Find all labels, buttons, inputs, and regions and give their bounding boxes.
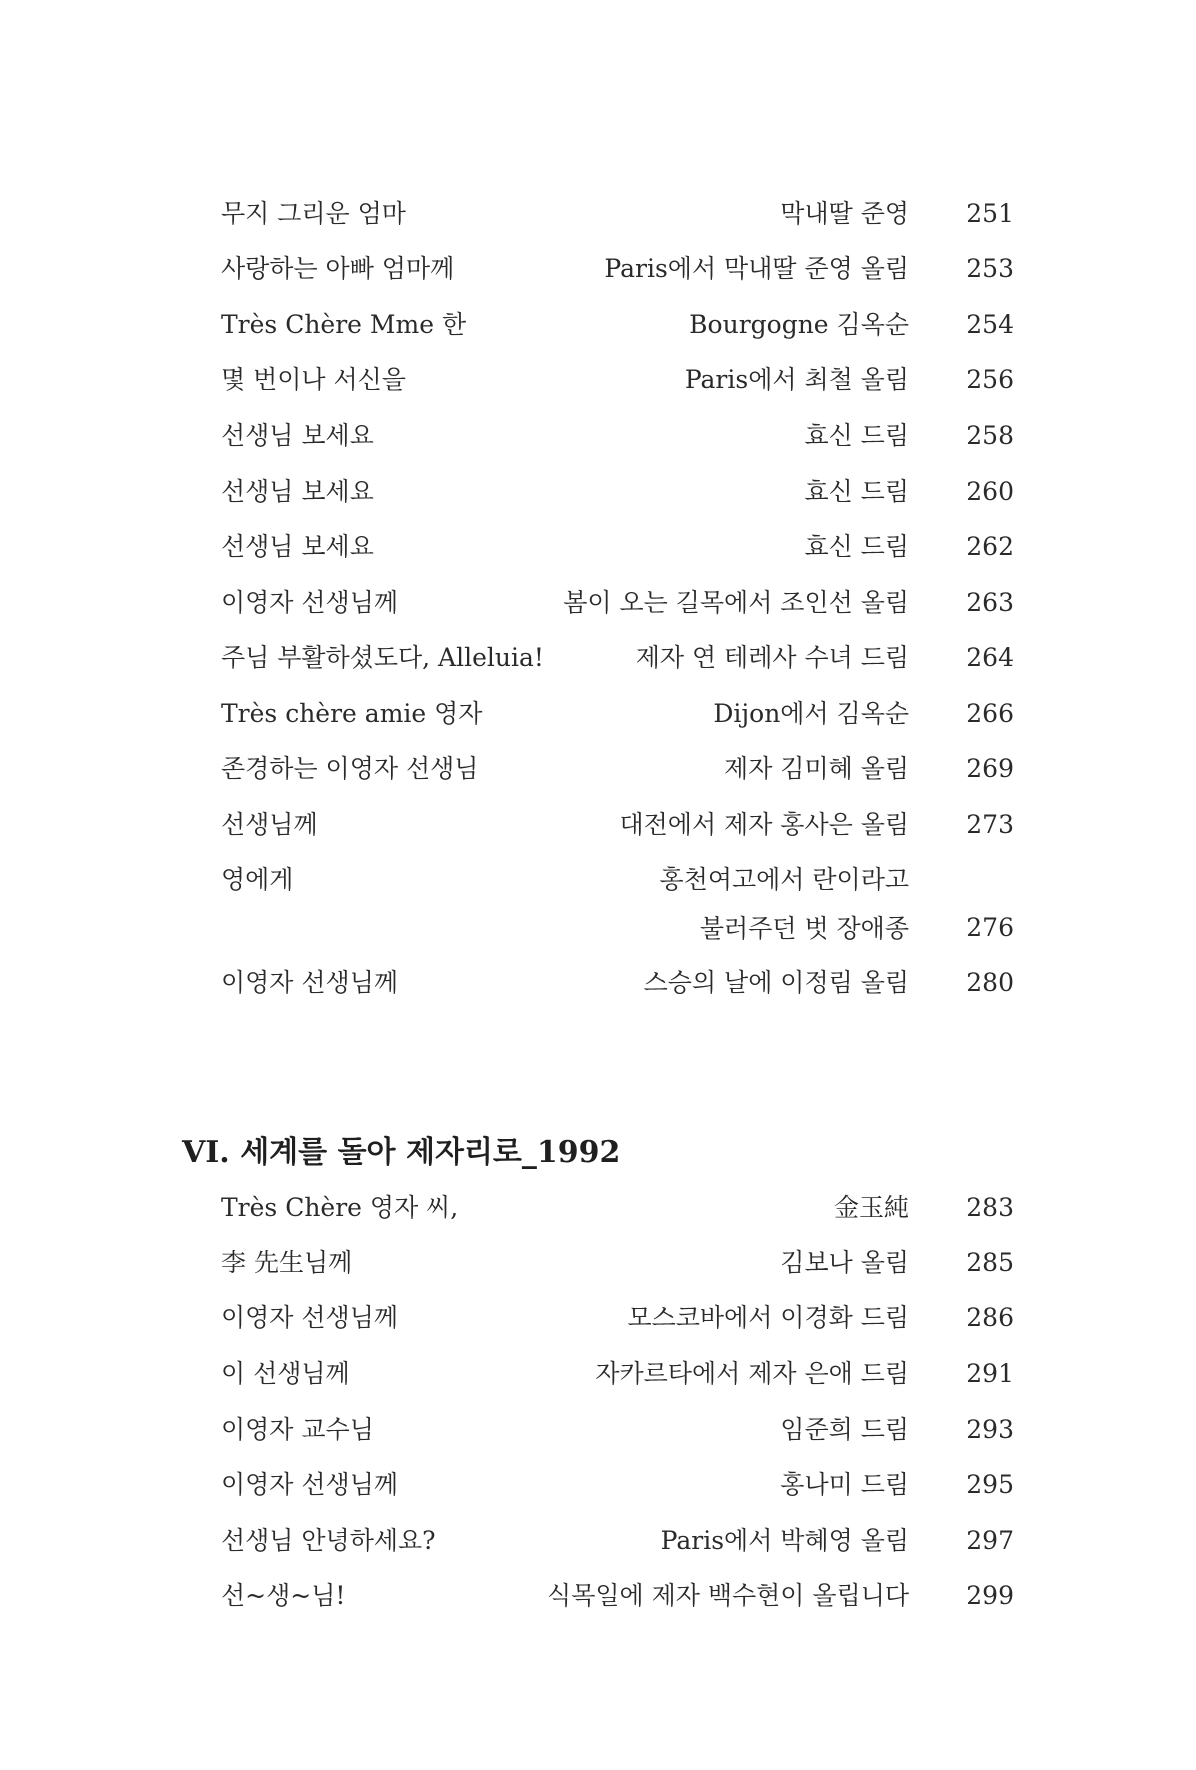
entry-author: 효신 드림 [804,421,909,450]
entry-title: 이영자 교수님 [221,1415,374,1444]
entry-title: 이영자 선생님께 [221,1470,398,1499]
entry-page-number: 297 [966,1526,1014,1555]
toc-entry [0,1410,1196,1450]
entry-page-number: 254 [966,310,1014,339]
toc-entry [0,1576,1196,1616]
entry-title: 이영자 선생님께 [221,588,398,617]
entry-title: 李 先生님께 [221,1248,353,1277]
entry-title: 선생님 보세요 [221,532,374,561]
entry-page-number: 253 [966,254,1014,283]
entry-page-number: 280 [966,968,1014,997]
toc-entry [0,527,1196,567]
toc-entry [0,638,1196,678]
entry-page-number: 251 [966,199,1014,228]
entry-author: 모스코바에서 이경화 드림 [627,1303,909,1332]
toc-entry [0,1354,1196,1394]
toc-entry [0,1465,1196,1505]
toc-entry [0,249,1196,289]
toc-entry [0,1188,1196,1228]
entry-author: 봄이 오는 길목에서 조인선 올림 [563,588,909,617]
entry-title: 이영자 선생님께 [221,1303,398,1332]
entry-page-number: 263 [966,588,1014,617]
section-heading: VI. 세계를 돌아 제자리로_1992 [182,1135,621,1170]
toc-entry [0,472,1196,512]
toc-entry [0,360,1196,400]
toc-entry [0,805,1196,845]
entry-title: Très Chère 영자 씨, [221,1193,459,1222]
entry-author: 자카르타에서 제자 은애 드림 [595,1359,909,1388]
entry-title: 선~생~님! [221,1581,346,1610]
entry-title: 존경하는 이영자 선생님 [221,754,479,783]
entry-title: Très chère amie 영자 [221,699,483,728]
entry-author: 식목일에 제자 백수현이 올립니다 [547,1581,909,1610]
entry-page-number: 295 [966,1470,1014,1499]
entry-author: 金玉純 [833,1193,909,1222]
toc-entry [0,1298,1196,1338]
entry-author: Paris에서 박혜영 올림 [660,1526,909,1555]
entry-author: Paris에서 막내딸 준영 올림 [604,254,909,283]
entry-author: 홍나미 드림 [780,1470,909,1499]
entry-title: 선생님 보세요 [221,477,374,506]
entry-title: 선생님 안녕하세요? [221,1526,436,1555]
entry-author: 스승의 날에 이정림 올림 [643,968,909,997]
entry-title: 주님 부활하셨도다, Alleluia! [221,643,544,672]
toc-entry [0,1521,1196,1561]
toc-entry [0,416,1196,456]
entry-title: 이 선생님께 [221,1359,350,1388]
entry-page-number: 262 [966,532,1014,561]
entry-title: 영에게 [221,865,294,894]
entry-page-number: 266 [966,699,1014,728]
entry-author: 대전에서 제자 홍사은 올림 [619,810,909,839]
entry-author: 제자 김미혜 올림 [724,754,909,783]
entry-author [660,855,909,953]
entry-page-number: 285 [966,1248,1014,1277]
entry-author: Bourgogne 김옥순 [689,310,909,339]
toc-entry [0,963,1196,1003]
toc-entry [0,694,1196,734]
entry-title: Très Chère Mme 한 [221,310,467,339]
entry-author: Paris에서 최철 올림 [684,365,909,394]
entry-page-number: 299 [966,1581,1014,1610]
entry-author: 막내딸 준영 [780,199,909,228]
entry-author: Dijon에서 김옥순 [713,699,909,728]
entry-page-number: 260 [966,477,1014,506]
toc-entry [0,194,1196,234]
toc-entry [0,749,1196,789]
toc-entry [0,583,1196,623]
entry-page-number: 283 [966,1193,1014,1222]
entry-author: 임준희 드림 [780,1415,909,1444]
entry-page-number: 269 [966,754,1014,783]
entry-author-line: 불러주던 벗 장애종 [699,914,909,943]
entry-title: 선생님 보세요 [221,421,374,450]
entry-page-number: 256 [966,365,1014,394]
entry-author-line: 홍천여고에서 란이라고 [659,865,909,894]
entry-page-number: 264 [966,643,1014,672]
entry-page-number: 276 [966,913,1014,942]
entry-author: 효신 드림 [804,477,909,506]
entry-author: 김보나 올림 [780,1248,909,1277]
entry-page-number: 286 [966,1303,1014,1332]
entry-title: 사랑하는 아빠 엄마께 [221,254,455,283]
toc-entry [0,1243,1196,1283]
toc-entry [0,305,1196,345]
entry-title: 이영자 선생님께 [221,968,398,997]
entry-title: 무지 그리운 엄마 [221,199,406,228]
entry-title: 몇 번이나 서신을 [221,365,406,394]
entry-page-number: 293 [966,1415,1014,1444]
entry-author: 효신 드림 [804,532,909,561]
entry-author: 제자 연 테레사 수녀 드림 [635,643,909,672]
entry-page-number: 273 [966,810,1014,839]
entry-page-number: 258 [966,421,1014,450]
entry-title: 선생님께 [221,810,318,839]
entry-page-number: 291 [966,1359,1014,1388]
toc-entry [0,860,1196,958]
